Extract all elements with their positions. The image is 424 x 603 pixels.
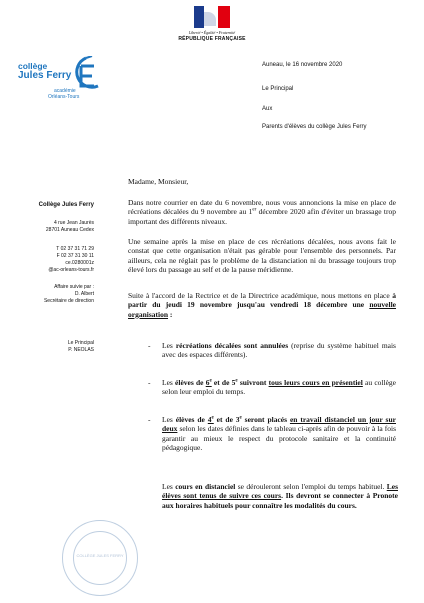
- paragraph-2: Une semaine après la mise en place de ces récréations décalées, nous avons fait le constat que cette organisation n'était pas gérable pour l'ensemble des personnels. Par ailleurs, cela ne réglait pas le problème de la distanciation ni du brassage toujours trop élevé lors du passage au self et de la pause méridienne.: [128, 237, 396, 275]
- bullet-dash: -: [148, 415, 151, 424]
- salutation: Madame, Monsieur,: [128, 177, 189, 186]
- republic-name: RÉPUBLIQUE FRANÇAISE: [178, 36, 246, 42]
- sender-title: Le Principal: [262, 86, 294, 92]
- logo-line1: collège: [18, 61, 48, 71]
- logo-e-icon: [72, 56, 102, 96]
- stamp-text: COLLÈGE JULES FERRY: [76, 553, 124, 558]
- address-line1: 4 rue Jean Jaurès: [53, 220, 94, 226]
- marianne-profile-icon: [204, 12, 216, 26]
- followup-name: D. Albert: [74, 291, 94, 297]
- paragraph-4: Les cours en distanciel se dérouleront selon l'emploi du temps habituel. Les élèves sont tenus de suivre ces cours. Ils devront se connecter à Pronote aux horaires habituels pour connaître les modalités du cours.: [162, 482, 398, 510]
- flag-blue-band: [194, 6, 204, 28]
- recipient-aux: Aux: [262, 106, 273, 112]
- sidebar-signature: [68, 340, 94, 354]
- bullet-dash: -: [148, 378, 151, 387]
- code: ce.0280001z: [65, 260, 94, 266]
- college-logo: [18, 56, 106, 110]
- paragraph-3: Suite à l'accord de la Rectrice et de la Directrice académique, nous mettons en place à partir du jeudi 19 novembre jusqu'au vendredi 18 décembre une nouvelle organisation :: [128, 291, 396, 319]
- logo-sub2: Orléans-Tours: [48, 94, 80, 100]
- address-line2: 28701 Auneau Cedex: [45, 227, 94, 233]
- fax: F 02 37 31 30 11: [56, 253, 94, 259]
- followup-role: Secrétaire de direction: [43, 298, 94, 304]
- followup-label: Affaire suivie par :: [54, 284, 94, 290]
- place-date: Auneau, le 16 novembre 2020: [262, 62, 343, 68]
- flag-red-band: [218, 6, 230, 28]
- bullet-item-1: [148, 341, 398, 361]
- email: @ac-orleans-tours.fr: [48, 267, 94, 273]
- sidebar-contact: [48, 246, 94, 274]
- logo-sub1: académie: [54, 88, 76, 94]
- bullet-item-3: [148, 415, 398, 459]
- bullet-item-2: [148, 378, 398, 398]
- sidebar-followup: [44, 284, 94, 305]
- signature-name: P. NEOLAS: [68, 347, 94, 353]
- sidebar-college-name: Collège Jules Ferry: [38, 202, 94, 208]
- phone: T 02 37 31 71 29: [56, 246, 94, 252]
- official-stamp: [62, 520, 138, 596]
- stamp-inner-ring: [73, 531, 127, 585]
- sidebar-address: [46, 220, 94, 234]
- flag-white-band: [204, 6, 218, 28]
- bullet-text-2: Les élèves de 6e et de 5e suivront tous leurs cours en présentiel au collège selon leur emploi du temps.: [162, 378, 396, 397]
- signature-role: Le Principal: [67, 340, 94, 346]
- bullet-text-1: Les récréations décalées sont annulées (reprise du système habituel mais avec des espaces différents).: [162, 341, 396, 360]
- paragraph-1: Dans notre courrier en date du 6 novembre, nous vous annoncions la mise en place de récréations décalées du 9 novembre au 1er décembre 2020 afin d'éviter un brassage trop important des différents niveaux.: [128, 198, 396, 226]
- bullet-dash: -: [148, 341, 151, 350]
- republic-motto: Liberté • Égalité • Fraternité: [188, 30, 236, 35]
- bullet-text-3: Les élèves de 4e et de 3e seront placés en travail distanciel un jour sur deux selon les dates définies dans le tableau ci-après afin de pouvoir à la fois garantir au mieux le respect du protocole sanitaire et la continuité pédagogique.: [162, 415, 396, 453]
- recipient-name: Parents d'élèves du collège Jules Ferry: [262, 124, 367, 130]
- logo-line2: Jules Ferry: [18, 70, 72, 81]
